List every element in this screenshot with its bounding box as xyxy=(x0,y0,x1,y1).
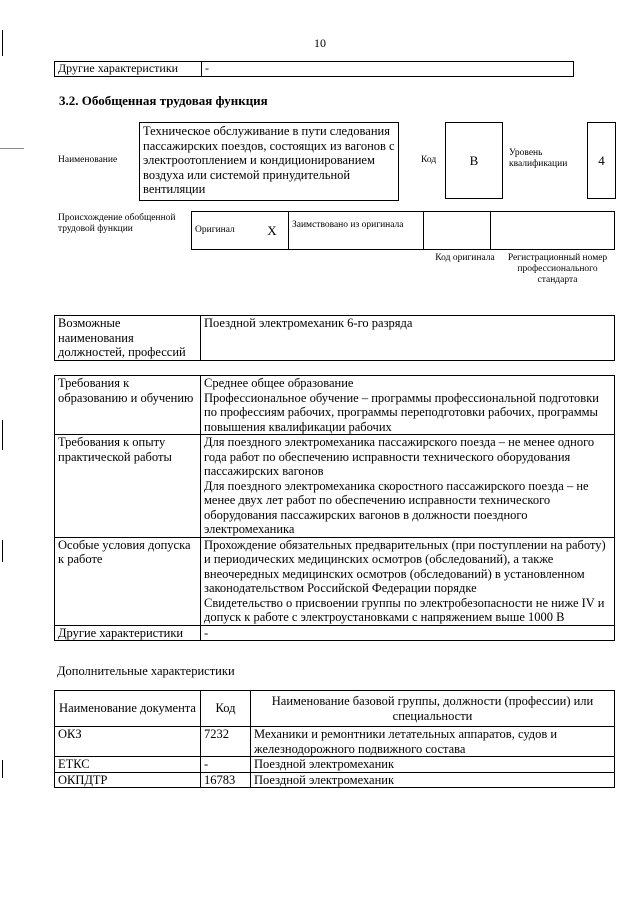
requirement-label: Требования к образованию и обучению xyxy=(55,376,201,435)
table-row xyxy=(55,757,615,773)
scan-edge-mark xyxy=(2,30,3,56)
group-name-cell: Механики и ремонтники летательных аппаратов, судов и железнодорожного подвижного состава xyxy=(251,727,615,757)
row-value: - xyxy=(202,62,574,77)
row-label: Другие характеристики xyxy=(55,62,202,77)
group-name-cell: Поездной электромеханик xyxy=(251,772,615,788)
function-name-box: Техническое обслуживание в пути следования пассажирских поездов, состоящих из вагонов с электроотоплением и кондиционированием воздуха или системой принудительной вентиляции xyxy=(139,122,399,201)
doc-name-cell: ОКПДТР xyxy=(55,772,201,788)
code-label: Код xyxy=(421,155,437,165)
requirement-line: Прохождение обязательных предварительных (при поступлении на работу) и периодических медицинских осмотров (обследований), а также внеочередных медицинских осмотров (обследований) в установленном законодательством Российской Федерации порядке xyxy=(204,537,606,595)
origin-reg-cell xyxy=(491,212,615,250)
requirement-row-other xyxy=(55,625,615,641)
requirement-line: Свидетельство о присвоении группы по электробезопасности не ниже IV и допуск к работе с электроустановками с напряжением выше 1000 В xyxy=(204,595,605,624)
requirement-row-education xyxy=(55,376,615,435)
requirement-line: Для поездного электромеханика пассажирского поезда – не менее одного года работ по обеспечению исправности технического оборудования пассажирских вагонов xyxy=(204,435,595,478)
level-value-box: 4 xyxy=(587,122,616,199)
positions-table xyxy=(54,315,615,361)
code-value-box: B xyxy=(445,122,503,199)
level-label: Уровень квалификации xyxy=(509,148,568,169)
requirement-value xyxy=(201,435,615,538)
section-title: 3.2. Обобщенная трудовая функция xyxy=(59,93,268,108)
original-mark: X xyxy=(256,212,289,250)
origin-label: Происхождение обобщенной трудовой функции xyxy=(58,213,176,234)
additional-table xyxy=(54,690,615,788)
group-name-cell: Поездной электромеханик xyxy=(251,757,615,773)
top-other-characteristics-table xyxy=(54,61,574,77)
requirement-value xyxy=(201,376,615,435)
code-cell: - xyxy=(201,757,251,773)
requirement-label: Особые условия допуска к работе xyxy=(55,537,201,625)
scan-edge-mark xyxy=(2,760,3,778)
table-row xyxy=(55,772,615,788)
scan-edge-mark xyxy=(2,420,3,450)
doc-name-cell: ОКЗ xyxy=(55,727,201,757)
requirement-label: Требования к опыту практической работы xyxy=(55,435,201,538)
name-label: Наименование xyxy=(58,155,118,165)
requirement-line: Профессиональное обучение – программы профессиональной подготовки по профессиям рабочих, программы переподготовки рабочих, программы повышения квалификации рабочих xyxy=(204,390,599,434)
original-label: Оригинал xyxy=(192,212,257,250)
header-group-name: Наименование базовой группы, должности (профессии) или специальности xyxy=(251,691,615,727)
origin-code-cell xyxy=(424,212,491,250)
code-cell: 16783 xyxy=(201,772,251,788)
requirement-value xyxy=(201,537,615,625)
requirement-label: Другие характеристики xyxy=(55,625,201,641)
header-document: Наименование документа xyxy=(55,691,201,727)
requirement-value: - xyxy=(201,625,615,641)
additional-title: Дополнительные характеристики xyxy=(57,664,235,678)
additional-header-row xyxy=(55,691,615,727)
page-number: 10 xyxy=(314,36,326,50)
caption-code-original: Код оригинала xyxy=(435,253,495,263)
requirement-line: Для поездного электромеханика скоростного пассажирского поезда – не менее двух лет работ по обеспечению исправности технического оборудования пассажирских вагонов в должности поездного электромеханика xyxy=(204,478,589,536)
requirement-row-experience xyxy=(55,435,615,538)
positions-value: Поездной электромеханик 6-го разряда xyxy=(201,316,615,361)
positions-label: Возможные наименования должностей, профессий xyxy=(55,316,201,361)
doc-name-cell: ЕТКС xyxy=(55,757,201,773)
table-row xyxy=(55,727,615,757)
scan-edge-mark xyxy=(2,540,3,562)
header-code: Код xyxy=(201,691,251,727)
requirement-line: Среднее общее образование xyxy=(204,376,354,390)
scan-dash-mark xyxy=(0,148,24,149)
caption-registration-number: Регистрационный номер профессионального стандарта xyxy=(507,253,608,285)
origin-table xyxy=(191,211,615,250)
code-cell: 7232 xyxy=(201,727,251,757)
requirement-row-admission xyxy=(55,537,615,625)
requirements-table xyxy=(54,375,615,641)
borrowed-label: Заимствовано из оригинала xyxy=(289,212,424,250)
